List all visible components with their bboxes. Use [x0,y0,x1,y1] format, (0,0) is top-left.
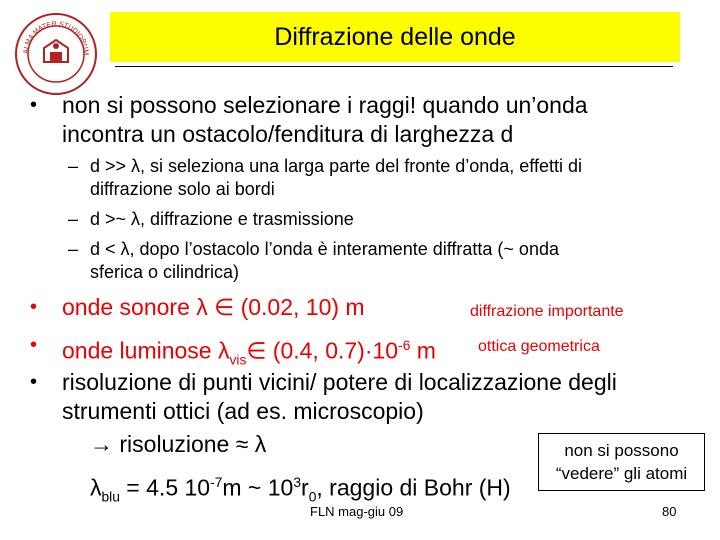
callout-line: “vedere” gli atomi [555,464,688,483]
formula-subscript: blu [101,489,120,505]
formula-part: , raggio di Bohr (H) [316,474,511,501]
title-divider [115,66,673,67]
subbullet-text-line: d >~ λ, diffrazione e trasmissione [90,209,354,229]
page-number: 80 [662,504,677,519]
formula-part: = 4.5 10 [119,474,211,501]
subbullet-d-approx [68,208,700,231]
subbullet-text-line: diffrazione solo ai bordi [90,179,275,199]
bullet-dot: • [30,371,38,393]
resolution-approx-lambda: → risoluzione ≈ λ [90,431,267,457]
light-subscript: vis [229,352,247,368]
formula-part: r [301,474,309,501]
light-unit: m [410,337,436,364]
dash-marker: – [68,156,79,176]
callout-box [538,433,705,491]
light-exponent: -6 [398,338,411,353]
bullet-dot: • [30,296,38,318]
callout-line: non si possono [564,441,679,460]
note-diffrazione-importante: diffrazione importante [470,303,624,320]
bullet-diffraction-intro [30,91,702,149]
subbullet-d-much-greater [68,155,700,201]
subbullet-d-less [68,238,700,284]
note-ottica-geometrica: ottica geometrica [478,338,600,355]
dash-marker: – [68,209,79,229]
bullet-dot: • [30,334,38,356]
slide-title: Diffrazione delle onde [274,22,516,51]
resolution-line: risoluzione di punti vicini/ potere di localizzazione degli [62,369,617,395]
resolution-line: strumenti ottici (ad es. microscopio) [62,398,424,424]
formula-subscript: 0 [308,489,317,505]
formula-part: λ [90,474,102,501]
university-seal-logo [14,12,98,96]
lambda-blu-formula [90,468,511,511]
light-range: ∈ (0.4, 0.7)·10 [246,337,399,364]
dash-marker: – [68,239,79,259]
subbullet-text-line: sferica o cilindrica) [90,262,240,282]
bullet-text-line: non si possono selezionare i raggi! quando un’onda [62,92,588,118]
bullet-text-line: incontra un ostacolo/fenditura di larghezza d [62,121,514,147]
formula-part: m ~ 10 [222,474,294,501]
formula-exponent: -7 [210,475,223,490]
svg-text:ALMA MATER STUDIORUM: ALMA MATER STUDIORUM [22,20,90,56]
bullet-resolution [30,368,712,426]
subbullet-text-line: d < λ, dopo l’ostacolo l’onda è interamente diffratta (~ onda [90,239,559,259]
footer-course-label: FLN mag-giu 09 [310,504,404,519]
formula-exponent: 3 [293,475,302,490]
title-bar [110,12,680,62]
bullet-dot: • [30,94,38,116]
subbullet-text-line: d >> λ, si seleziona una larga parte del fronte d’onda, effetti di [90,156,582,176]
sound-wave-range: onde sonore λ ∈ (0.02, 10) m [62,294,365,320]
light-text: onde luminose λ [62,337,230,364]
